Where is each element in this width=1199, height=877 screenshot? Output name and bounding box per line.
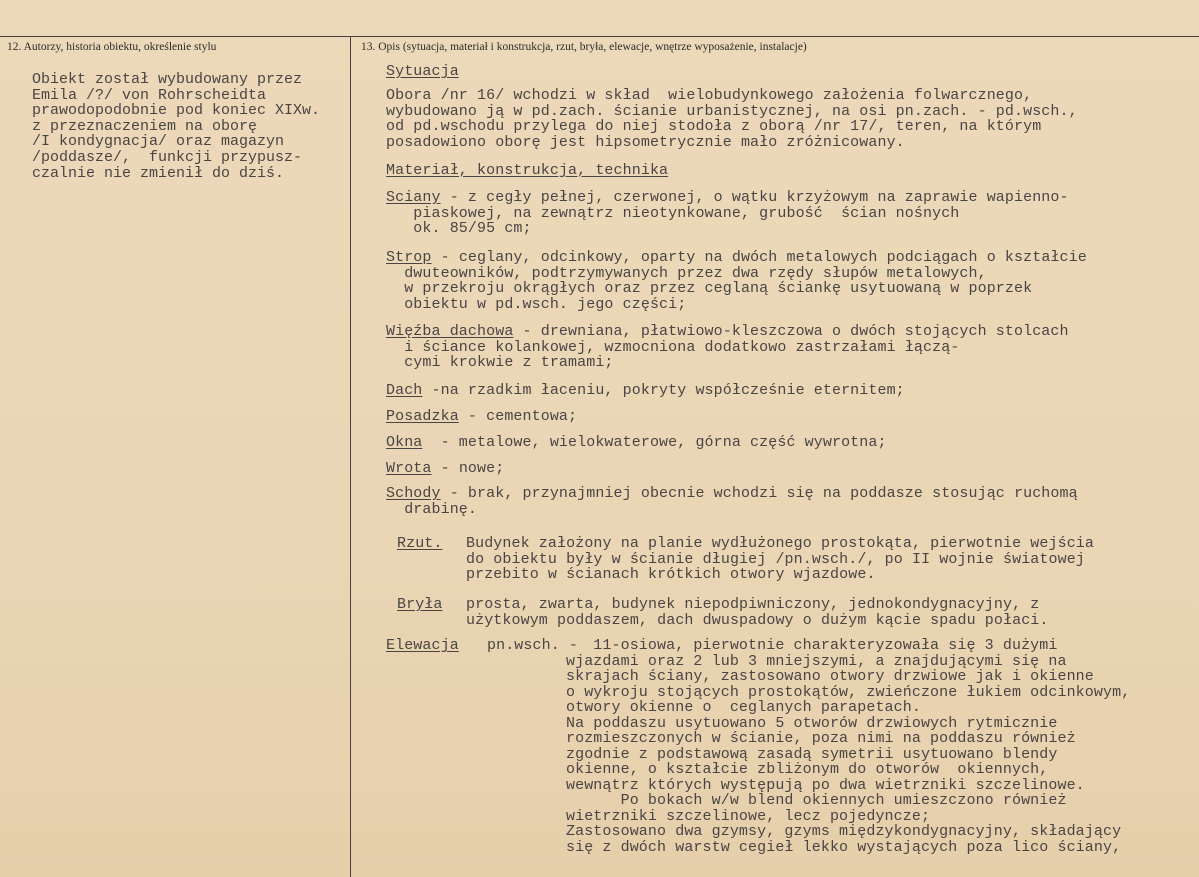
wiezba-row <box>386 324 1069 371</box>
strop-row <box>386 250 1087 312</box>
section-13-heading: 13. Opis (sytuacja, materiał i konstrukcja, rzut, bryła, elewacje, wnętrze wyposażenie, instalacje) <box>361 41 807 53</box>
bryla-label: Bryła <box>397 596 443 613</box>
wrota-label: Wrota <box>386 460 432 477</box>
posadzka-label: Posadzka <box>386 408 459 425</box>
rzut-label: Rzut. <box>397 535 443 552</box>
wiezba-label: Więźba dachowa <box>386 323 514 340</box>
sciany-label: Sciany <box>386 189 441 206</box>
header-divider <box>0 36 1199 37</box>
okna-row <box>386 435 887 451</box>
wrota-row <box>386 461 504 477</box>
dach-text: -na rzadkim łaceniu, pokryty współcześnie eternitem; <box>422 382 905 399</box>
okna-label: Okna <box>386 434 423 451</box>
strop-text: - ceglany, odcinkowy, oparty na dwóch metalowych podciągach o kształcie dwuteowników, podtrzymywanych przez dwa rzędy słupów metalowych, w przekroju okrągłych oraz przez ceglaną ściankę usytuowaną w poprzek obiektu w pd.wsch. jego części; <box>404 249 1087 313</box>
section-12-heading: 12. Autorzy, historia obiektu, określenie stylu <box>7 41 217 53</box>
sytuacja-text: Obora /nr 16/ wchodzi w skład wielobudynkowego założenia folwarcznego, wybudowano ją w pd.zach. ścianie urbanistycznej, na osi pn.zach. - pd.wsch., od pd.wschodu przylega do niej stodoła z oborą /nr 17/, teren, na którym posadowiono oborę jest hipsometrycznie mało zróżnicowany. <box>386 87 1078 151</box>
sciany-row <box>386 190 1069 237</box>
schody-row <box>386 486 1078 517</box>
sytuacja-label: Sytuacja <box>386 63 459 80</box>
wiezba-text: - drewniana, płatwiowo-kleszczowa o dwóch stojących stolcach i ściance kolankowej, wzmocniona dodatkowo zastrzałami łączą- cymi krokwie z tramami; <box>404 323 1069 371</box>
material-label: Materiał, konstrukcja, technika <box>386 162 669 179</box>
posadzka-text: - cementowa; <box>458 408 578 425</box>
sciany-text: - z cegły pełnej, czerwonej, o wątku krzyżowym na zaprawie wapienno- piaskowej, na zewnątrz nieotynkowane, grubość ścian nośnych ok. 85/95 cm; <box>413 189 1069 237</box>
dach-row <box>386 383 905 399</box>
wrota-text: - nowe; <box>431 460 505 477</box>
okna-text: - metalowe, wielokwaterowe, górna część wywrotna; <box>422 434 887 451</box>
strop-label: Strop <box>386 249 432 266</box>
schody-text: - brak, przynajmniej obecnie wchodzi się na poddasze stosując ruchomą drabinę. <box>404 485 1078 518</box>
rzut-text: Budynek założony na planie wydłużonego prostokąta, pierwotnie wejścia do obiektu były w ścianie długiej /pn.wsch./, po II wojnie światowej przebito w ścianach krótkich otwory wjazdowe. <box>466 535 1095 583</box>
column-divider <box>350 36 351 877</box>
elewacja-text: 11-osiowa, pierwotnie charakteryzowała się 3 dużymi wjazdami oraz 2 lub 3 mniejszymi, a znajdującymi się na skrajach ściany, zastosowano otwory drzwiowe jak i okienne o wykroju stojących prostokątów, zwieńczone łukiem odcinkowym, otwory okienne o ceglanych parapetach. Na poddaszu usytuowano 5 otworów drzwiowych rytmicznie rozmieszczonych w ścianie, poza nimi na poddaszu również zgodnie z podstawową zasadą symetrii usytuowano blendy okienne, o kształcie zbliżonym do otworów okiennych, wewnątrz których występują po dwa wietrzniki szczelinowe. Po bokach w/w blend okiennych umieszczono również wietrzniki szczelinowe, lecz pojedyncze; Zastosowano dwa gzymsy, gzyms międzykondygnacyjny, składający się z dwóch warstw cegieł lekko wystających poza lico ściany, <box>566 637 1131 856</box>
elewacja-direction: pn.wsch. - <box>487 637 579 654</box>
posadzka-row <box>386 409 577 425</box>
elewacja-label: Elewacja <box>386 637 459 654</box>
section-12-text: Obiekt został wybudowany przez Emila /?/ von Rohrscheidta prawodopodobnie pod koniec XIXw. z przeznaczeniem na oborę /I kondygnacja/ oraz magazyn /poddasze/, funkcji przypusz- czalnie nie zmienił do dziś. <box>32 71 321 182</box>
bryla-text: prosta, zwarta, budynek niepodpiwniczony, jednokondygnacyjny, z użytkowym poddaszem, dach dwuspadowy o dużym kącie spadu połaci. <box>466 596 1049 629</box>
schody-label: Schody <box>386 485 441 502</box>
dach-label: Dach <box>386 382 423 399</box>
